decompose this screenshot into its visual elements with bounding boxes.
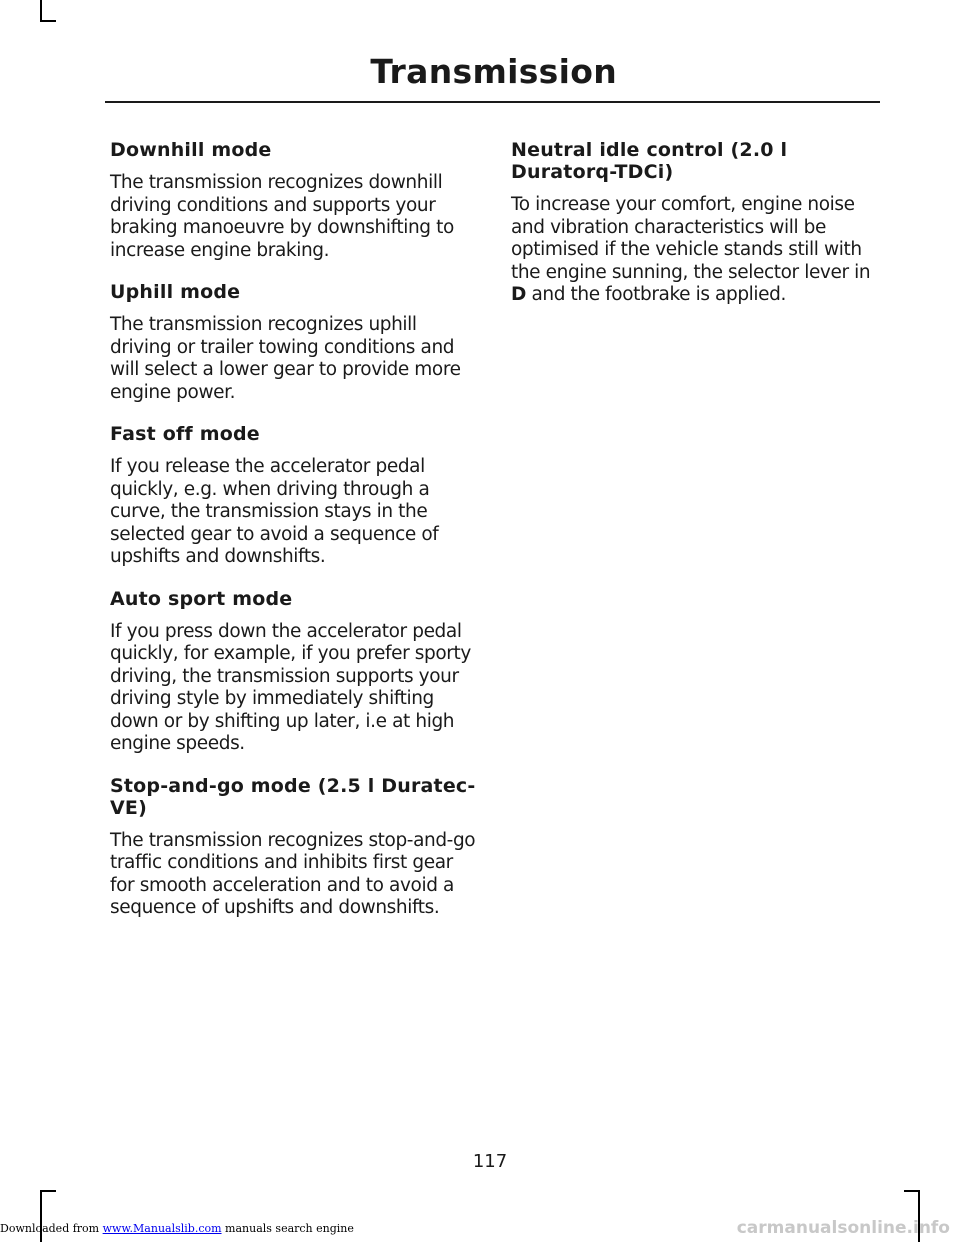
page-number: 117 (472, 1151, 508, 1172)
section-heading: Uphill mode (110, 281, 241, 303)
watermark: carmanualsonline.info (736, 1218, 950, 1238)
body-text-before: To increase your comfort, engine noise and vibration characteristics will be optimised if the vehicle stands still with the engine sunning, the selector lever in (511, 194, 871, 283)
section-heading: Downhill mode (110, 139, 272, 161)
footer-prefix: Downloaded from (0, 1222, 103, 1235)
section-body: The transmission recognizes stop-and-go traffic conditions and inhibits first gear for smooth acceleration and to avoid a sequence of upshifts and downshifts. (110, 829, 476, 918)
footer-suffix: manuals search engine (221, 1222, 354, 1235)
section-body: If you press down the accelerator pedal quickly, for example, if you prefer sporty driving, the transmission supports your driving style by immediately shifting down or by shifting up later, i.e at high engine speeds. (110, 620, 471, 754)
header-rule (105, 101, 880, 103)
section-body: The transmission recognizes uphill driving or trailer towing conditions and will select a lower gear to provide more engine power. (110, 314, 461, 403)
right-column (511, 139, 877, 326)
section-auto-sport-mode (110, 588, 476, 756)
section-downhill-mode (110, 139, 476, 262)
page-title: Transmission (370, 52, 617, 91)
left-column (110, 139, 476, 939)
crop-mark-top-left-vertical (40, 0, 42, 22)
section-body (511, 194, 877, 307)
section-heading: Fast off mode (110, 423, 260, 445)
section-body: The transmission recognizes downhill driving conditions and supports your braking manoeuvre by downshifting to increase engine braking. (110, 172, 454, 261)
section-neutral-idle-control (511, 139, 877, 307)
section-heading: Neutral idle control (2.0 l Duratorq-TDCi) (511, 139, 788, 183)
crop-mark-bottom-right-horizontal (904, 1190, 920, 1192)
section-heading: Stop-and-go mode (2.5 l Duratec-VE) (110, 774, 476, 819)
crop-mark-top-left-horizontal (40, 20, 56, 22)
body-text-after: and the footbrake is applied. (525, 284, 786, 305)
download-footer (0, 1222, 354, 1236)
selector-position-d: D (511, 284, 526, 305)
section-heading: Auto sport mode (110, 587, 293, 610)
section-stop-and-go-mode (110, 775, 476, 920)
section-fast-off-mode (110, 423, 476, 569)
crop-mark-bottom-left-horizontal (40, 1190, 56, 1192)
section-uphill-mode (110, 281, 476, 404)
manualslib-link[interactable]: www.Manualslib.com (102, 1222, 222, 1235)
section-body: If you release the accelerator pedal quickly, e.g. when driving through a curve, the transmission stays in the selected gear to avoid a sequence of upshifts and downshifts. (110, 456, 439, 567)
